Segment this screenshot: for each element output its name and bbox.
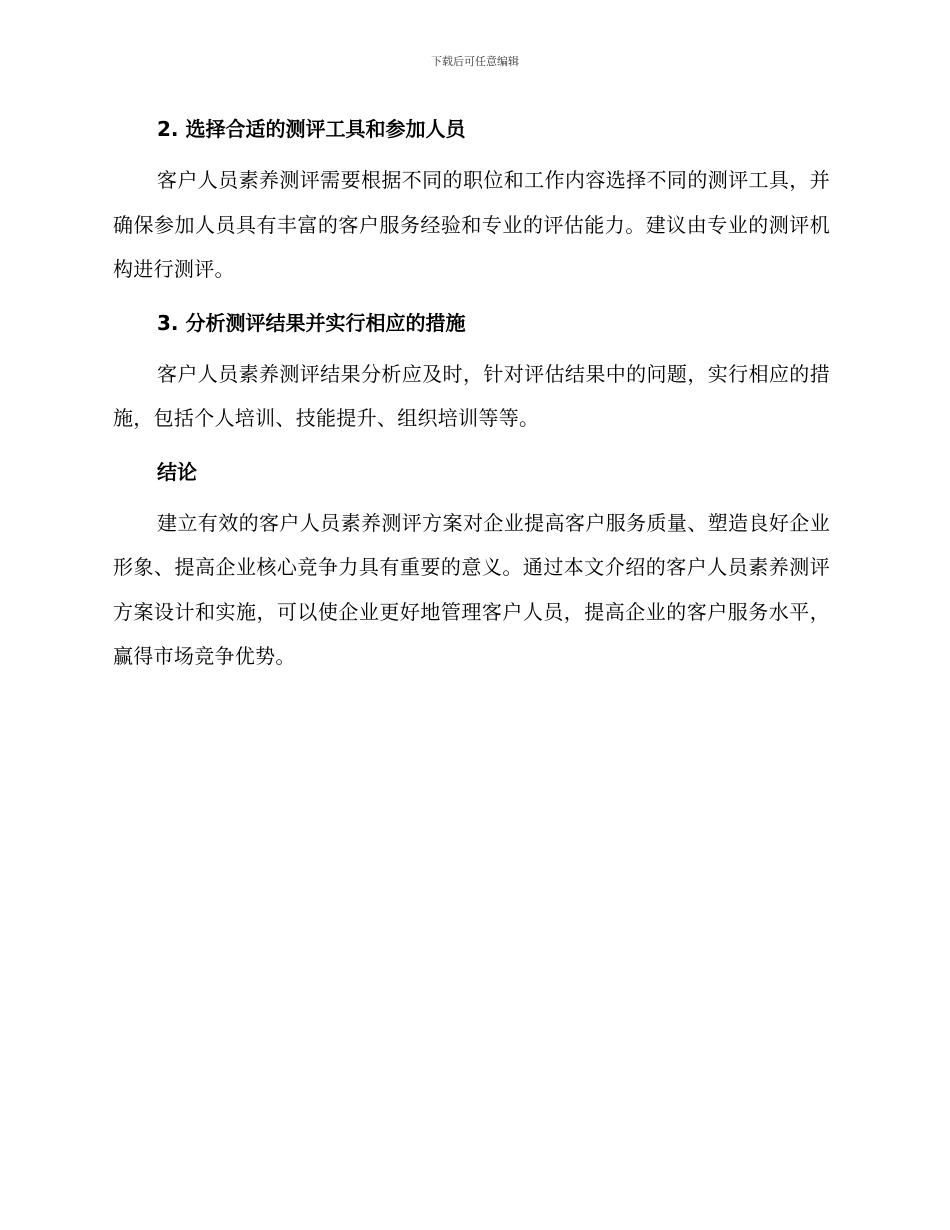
header-note: 下载后可任意编辑 (431, 55, 519, 68)
section-heading-analysis: 3. 分析测评结果并实行相应的措施 (157, 310, 466, 335)
section-heading-tools: 2. 选择合适的测评工具和参加人员 (157, 117, 466, 141)
document-body (113, 112, 830, 679)
section-paragraph-analysis: 客户人员素养测评结果分析应及时，针对评估结果中的问题，实行相应的措施，包括个人培训、技能提升、组织培训等等。 (113, 361, 830, 430)
section-paragraph-conclusion: 建立有效的客户人员素养测评方案对企业提高客户服务质量、塑造良好企业形象、提高企业核心竞争力具有重要的意义。通过本文介绍的客户人员素养测评方案设计和实施，可以使企业更好地管理客户人员，提高企业的客户服务水平，赢得市场竞争优势。 (113, 510, 830, 668)
section-paragraph-tools: 客户人员素养测评需要根据不同的职位和工作内容选择不同的测评工具，并确保参加人员具有丰富的客户服务经验和专业的评估能力。建议由专业的测评机构进行测评。 (113, 168, 830, 281)
section-heading-conclusion: 结论 (157, 459, 197, 484)
